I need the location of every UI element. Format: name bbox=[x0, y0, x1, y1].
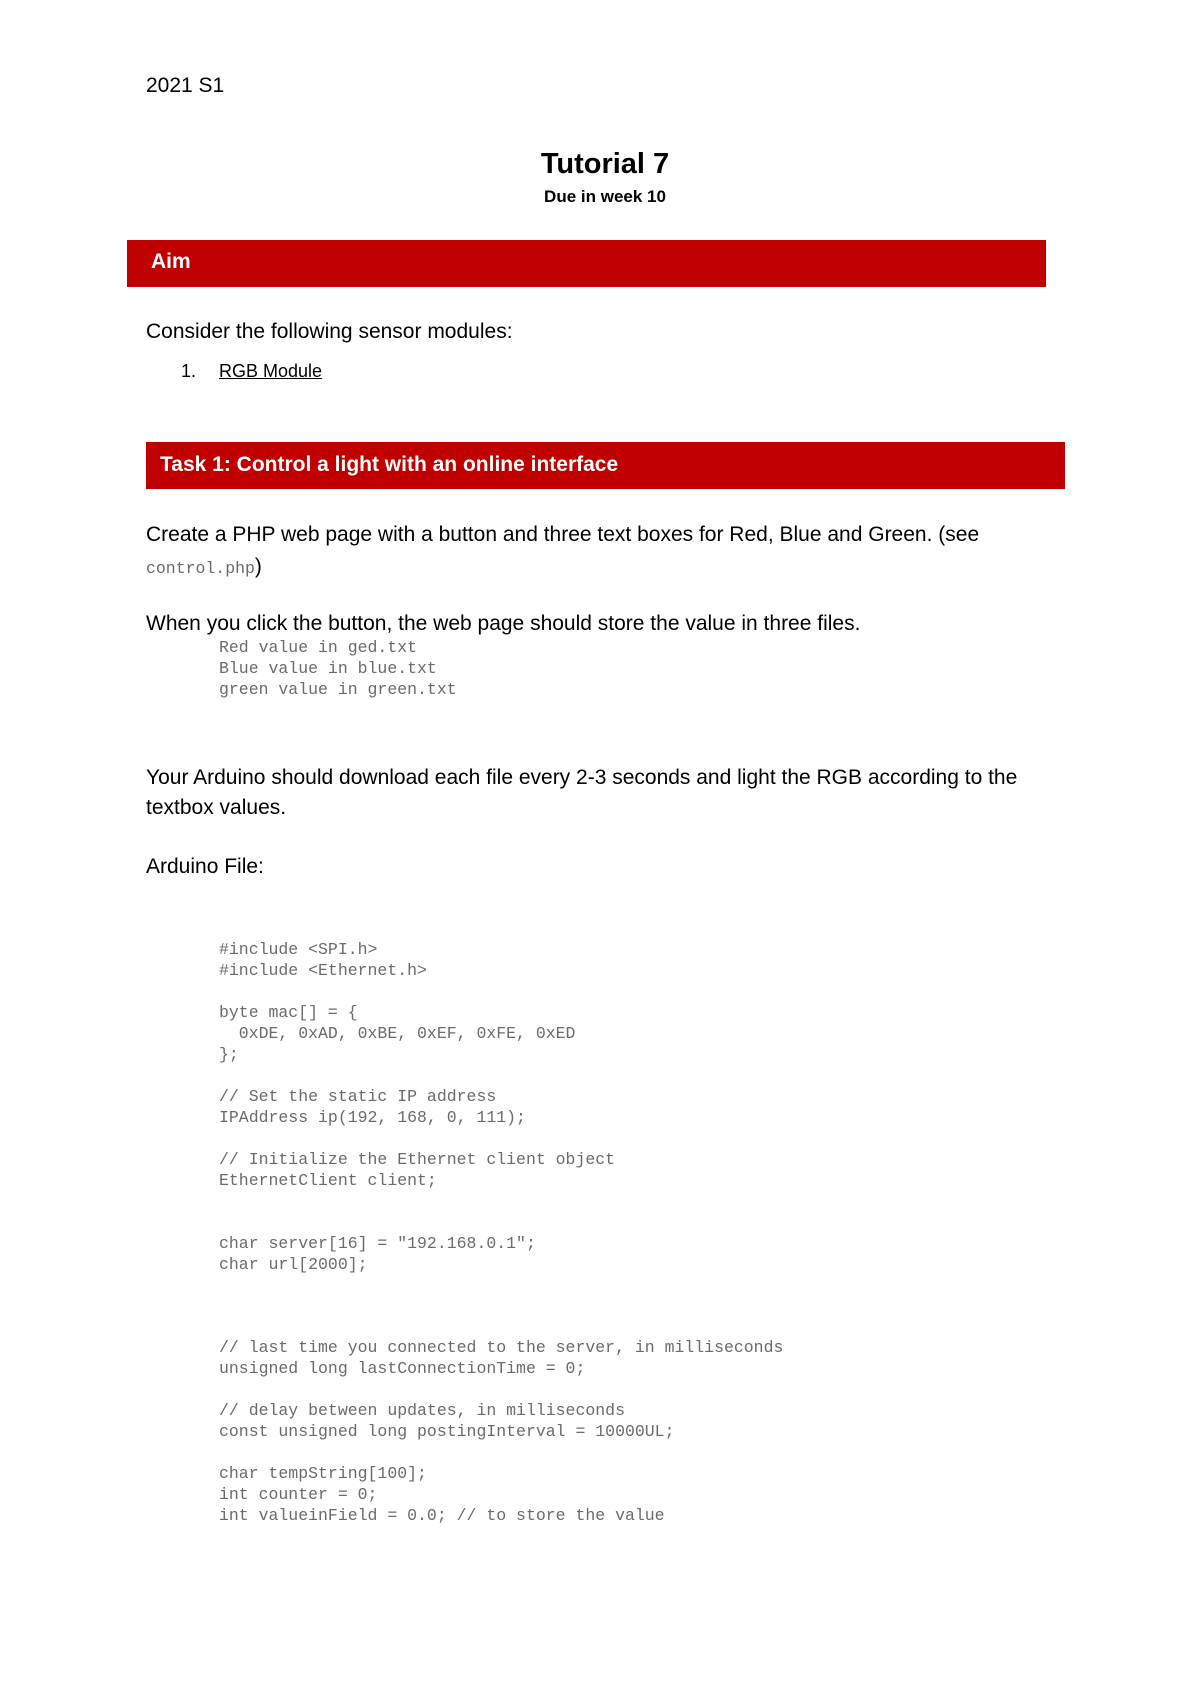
code-block-connection-time bbox=[219, 1337, 783, 1379]
code-block-server bbox=[219, 1233, 536, 1275]
control-php-filename: control.php bbox=[146, 559, 255, 578]
aim-heading: Aim bbox=[151, 250, 191, 273]
task1-paragraph-3: Your Arduino should download each file every 2-3 seconds and light the RGB according to the textbox values. bbox=[146, 766, 1018, 819]
file-line-green: green value in green.txt bbox=[219, 680, 457, 699]
module-list bbox=[181, 361, 322, 382]
list-item bbox=[181, 361, 322, 382]
task1-paragraph-2: When you click the button, the web page should store the value in three files. bbox=[146, 612, 861, 635]
code-line: // Set the static IP address bbox=[219, 1087, 497, 1106]
code-line: IPAddress ip(192, 168, 0, 111); bbox=[219, 1108, 526, 1127]
page-title: Tutorial 7 bbox=[540, 148, 670, 180]
code-block-interval bbox=[219, 1400, 674, 1442]
file-list bbox=[219, 637, 457, 700]
code-line: EthernetClient client; bbox=[219, 1171, 437, 1190]
aim-heading-bar bbox=[127, 240, 1046, 287]
code-line: const unsigned long postingInterval = 10000UL; bbox=[219, 1422, 675, 1441]
code-line: // last time you connected to the server, in milliseconds bbox=[219, 1338, 784, 1357]
file-line-red: Red value in ged.txt bbox=[219, 638, 418, 657]
task1-paragraph-1 bbox=[146, 519, 1046, 585]
code-line: unsigned long lastConnectionTime = 0; bbox=[219, 1359, 586, 1378]
code-block-includes bbox=[219, 939, 427, 981]
page-subtitle: Due in week 10 bbox=[544, 187, 666, 206]
file-line-blue: Blue value in blue.txt bbox=[219, 659, 437, 678]
semester-label: 2021 S1 bbox=[146, 74, 225, 97]
code-block-ip bbox=[219, 1086, 526, 1128]
arduino-file-label: Arduino File: bbox=[146, 855, 264, 878]
code-line: int valueinField = 0.0; // to store the value bbox=[219, 1506, 665, 1525]
code-line: #include <Ethernet.h> bbox=[219, 961, 427, 980]
aim-intro: Consider the following sensor modules: bbox=[146, 320, 513, 343]
task1-heading: Task 1: Control a light with an online interface bbox=[160, 453, 619, 476]
code-line: // Initialize the Ethernet client object bbox=[219, 1150, 616, 1169]
code-line: // delay between updates, in milliseconds bbox=[219, 1401, 625, 1420]
code-line: 0xDE, 0xAD, 0xBE, 0xEF, 0xFE, 0xED bbox=[219, 1024, 576, 1043]
code-line: #include <SPI.h> bbox=[219, 940, 378, 959]
list-item-number: 1. bbox=[181, 361, 197, 381]
code-line: byte mac[] = { bbox=[219, 1003, 358, 1022]
task1-heading-bar bbox=[146, 442, 1065, 489]
task1-paragraph-1-text: Create a PHP web page with a button and three text boxes for Red, Blue and Green. (see bbox=[146, 523, 980, 546]
task1-paragraph-1-end: ) bbox=[254, 555, 262, 578]
code-line: }; bbox=[219, 1045, 239, 1064]
code-line: int counter = 0; bbox=[219, 1485, 378, 1504]
code-block-client bbox=[219, 1149, 615, 1191]
code-block-variables bbox=[219, 1463, 665, 1526]
code-line: char url[2000]; bbox=[219, 1255, 368, 1274]
code-line: char tempString[100]; bbox=[219, 1464, 427, 1483]
rgb-module-link[interactable]: RGB Module bbox=[219, 361, 323, 381]
code-line: char server[16] = "192.168.0.1"; bbox=[219, 1234, 536, 1253]
code-block-mac bbox=[219, 1002, 575, 1065]
